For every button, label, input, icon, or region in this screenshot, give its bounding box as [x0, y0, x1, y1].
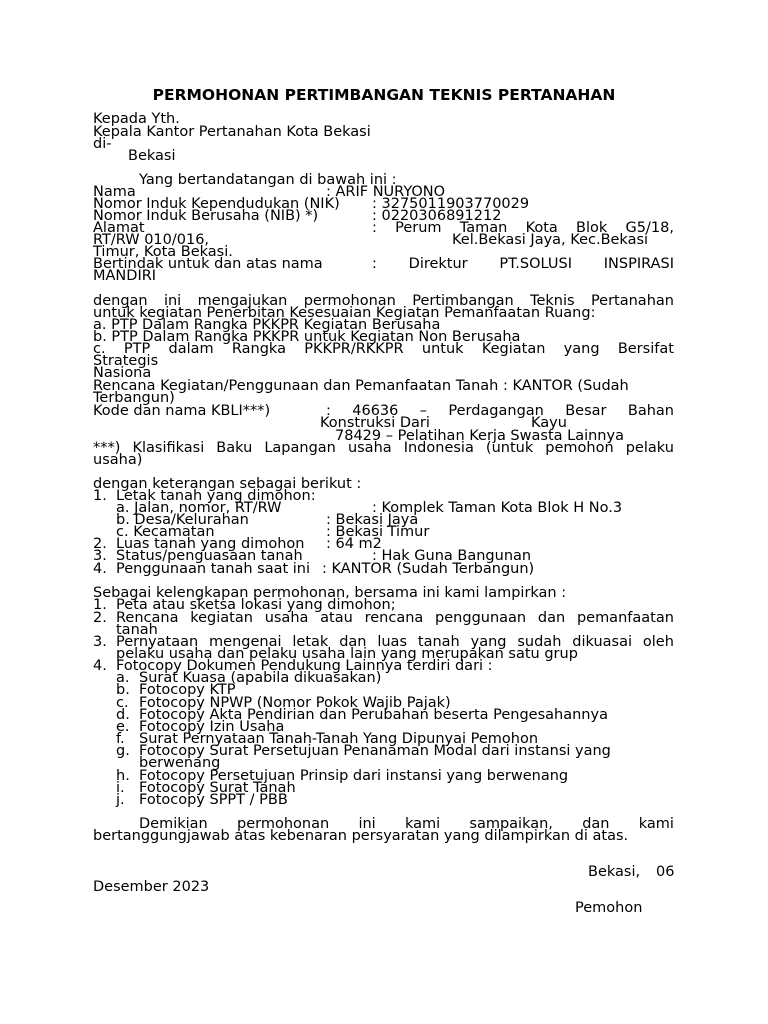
details-c-label: c. Kecamatan	[116, 524, 215, 540]
signer-label: Pemohon	[575, 900, 643, 916]
attachments-intro: Sebagai kelengkapan permohonan, bersama ini kami lampirkan :	[93, 585, 567, 601]
attachment-3-number: 3.	[93, 634, 107, 650]
sub-item-key: c.	[116, 695, 129, 711]
salutation: Kepada Yth.	[93, 111, 180, 127]
details-item-3-label: Status/penguasaan tanah	[116, 548, 303, 564]
option-a: a. PTP Dalam Rangka PKKPR Kegiatan Berusaha	[93, 317, 441, 333]
day: 06	[656, 864, 675, 880]
recipient: Kepala Kantor Pertanahan Kota Bekasi	[93, 124, 371, 140]
details-item-2-value: : 64 m2	[326, 536, 382, 552]
sub-item-key: d.	[116, 707, 130, 723]
sub-item-text: Fotocopy Persetujuan Prinsip dari instansi yang berwenang	[139, 768, 569, 784]
details-a-label: a. Jalan, nomor, RT/RW	[116, 500, 282, 516]
alamat-line-3: Timur, Kota Bekasi.	[93, 244, 233, 260]
option-c-line-2: Strategis	[93, 353, 159, 369]
sub-item-key: b.	[116, 682, 130, 698]
details-item-1-number: 1.	[93, 488, 107, 504]
page-title: PERMOHONAN PERTIMBANGAN TEKNIS PERTANAHAN	[152, 86, 616, 104]
details-a-value: : Komplek Taman Kota Blok H No.3	[372, 500, 623, 516]
details-intro: dengan keterangan sebagai berikut :	[93, 476, 362, 492]
sub-item-text: Fotocopy Akta Pendirian dan Perubahan beserta Pengesahannya	[139, 707, 608, 723]
details-item-3-number: 3.	[93, 548, 107, 564]
nik-value: : 3275011903770029	[372, 196, 530, 212]
nik-label: Nomor Induk Kependudukan (NIK)	[93, 196, 340, 212]
sub-item-key: f.	[116, 731, 125, 747]
option-b: b. PTP Dalam Rangka PKKPR untuk Kegiatan Non Berusaha	[93, 329, 521, 345]
attachment-4-number: 4.	[93, 658, 107, 674]
sub-item-key: h.	[116, 768, 130, 784]
kbli-line-3: 78429 – Pelatihan Kerja Swasta Lainnya	[335, 428, 624, 444]
alamat-label: Alamat	[93, 220, 145, 236]
details-b-label: b. Desa/Kelurahan	[116, 512, 249, 528]
rencana-line-2: Terbangun)	[93, 390, 175, 406]
option-c-line-3: Nasiona	[93, 365, 152, 381]
sub-item-key: e.	[116, 719, 130, 735]
sub-item-text: Fotocopy KTP	[139, 682, 236, 698]
sub-item-key: g.	[116, 743, 130, 759]
alamat-line-2-left: RT/RW 010/016,	[93, 232, 210, 248]
attachment-2-line-1: Rencana kegiatan usaha atau rencana penggunaan dan pemanfaatan	[116, 610, 674, 626]
sub-item-text: Fotocopy NPWP (Nomor Pokok Wajib Pajak)	[139, 695, 451, 711]
attachment-1-number: 1.	[93, 597, 107, 613]
sub-item-key: j.	[116, 792, 125, 808]
sub-item-key: a.	[116, 670, 130, 686]
attachment-2-line-2: tanah	[116, 622, 158, 638]
place: Bekasi,	[588, 864, 641, 880]
kbli-note-line-1: ***) Klasifikasi Baku Lapangan usaha Indonesia (untuk pemohon pelaku	[93, 440, 674, 456]
role-label: Bertindak untuk dan atas nama	[93, 256, 323, 272]
details-b-value: : Bekasi Jaya	[326, 512, 419, 528]
details-item-2-number: 2.	[93, 536, 107, 552]
sub-item-text: Surat Kuasa (apabila dikuasakan)	[139, 670, 382, 686]
details-item-3-value: : Hak Guna Bangunan	[372, 548, 532, 564]
nib-value: : 0220306891212	[372, 208, 502, 224]
rencana-line-1: Rencana Kegiatan/Penggunaan dan Pemanfaatan Tanah : KANTOR (Sudah	[93, 378, 629, 394]
details-item-1-label: Letak tanah yang dimohon:	[116, 488, 316, 504]
kbli-note-line-2: usaha)	[93, 452, 143, 468]
kbli-label: Kode dan nama KBLI***)	[93, 403, 271, 419]
recipient-di: di-	[93, 136, 112, 152]
sub-item-text: Fotocopy SPPT / PBB	[139, 792, 288, 808]
request-line-2: untuk kegiatan Penerbitan Kesesuaian Kegiatan Pemanfaatan Ruang:	[93, 305, 596, 321]
kbli-line-2-right: Kayu	[531, 415, 567, 431]
name-value: : ARIF NURYONO	[326, 184, 446, 200]
nib-label: Nomor Induk Berusaha (NIB) *)	[93, 208, 319, 224]
details-item-4-number: 4.	[93, 561, 107, 577]
kbli-line-2-left: Konstruksi Dari	[320, 415, 430, 431]
kbli-line-1: : 46636 – Perdagangan Besar Bahan	[326, 403, 674, 419]
role-line-1: : Direktur PT.SOLUSI INSPIRASI	[372, 256, 674, 272]
details-c-value: : Bekasi Timur	[326, 524, 430, 540]
role-line-2: MANDIRI	[93, 268, 157, 284]
details-item-4-value: : KANTOR (Sudah Terbangun)	[322, 561, 535, 577]
attachment-4: Fotocopy Dokumen Pendukung Lainnya terdiri dari :	[116, 658, 493, 674]
name-label: Nama	[93, 184, 136, 200]
attachment-2-number: 2.	[93, 610, 107, 626]
applicant-intro: Yang bertandatangan di bawah ini :	[139, 172, 397, 188]
sub-item-key: i.	[116, 780, 125, 796]
sub-item-text: Fotocopy Surat Persetujuan Penanaman Modal dari instansi yang	[139, 743, 611, 759]
attachment-1: Peta atau sketsa lokasi yang dimohon;	[116, 597, 396, 613]
alamat-line-2-right: Kel.Bekasi Jaya, Kec.Bekasi	[452, 232, 649, 248]
details-item-2-label: Luas tanah yang dimohon	[116, 536, 305, 552]
request-line-1: dengan ini mengajukan permohonan Pertimbangan Teknis Pertanahan	[93, 293, 674, 309]
option-c-line-1: c. PTP dalam Rangka PKKPR/RKKPR untuk Kegiatan yang Bersifat	[93, 341, 674, 357]
closing-line-1: Demikian permohonan ini kami sampaikan, dan kami	[139, 816, 674, 832]
month-year: Desember 2023	[93, 879, 210, 895]
sub-item-text: Surat Pernyataan Tanah-Tanah Yang Dipunyai Pemohon	[139, 731, 539, 747]
attachment-3-line-2: pelaku usaha dan pelaku usaha lain yang merupakan satu grup	[116, 646, 578, 662]
sub-item-text: Fotocopy Izin Usaha	[139, 719, 285, 735]
attachment-3-line-1: Pernyataan mengenai letak dan luas tanah yang sudah dikuasai oleh	[116, 634, 674, 650]
sub-item-text: Fotocopy Surat Tanah	[139, 780, 296, 796]
recipient-city: Bekasi	[128, 148, 176, 164]
sub-item-text: berwenang	[139, 755, 221, 771]
details-item-4-label: Penggunaan tanah saat ini	[116, 561, 311, 577]
alamat-line-1: : Perum Taman Kota Blok G5/18,	[372, 220, 674, 236]
closing-line-2: bertanggungjawab atas kebenaran persyaratan yang dilampirkan di atas.	[93, 828, 629, 844]
